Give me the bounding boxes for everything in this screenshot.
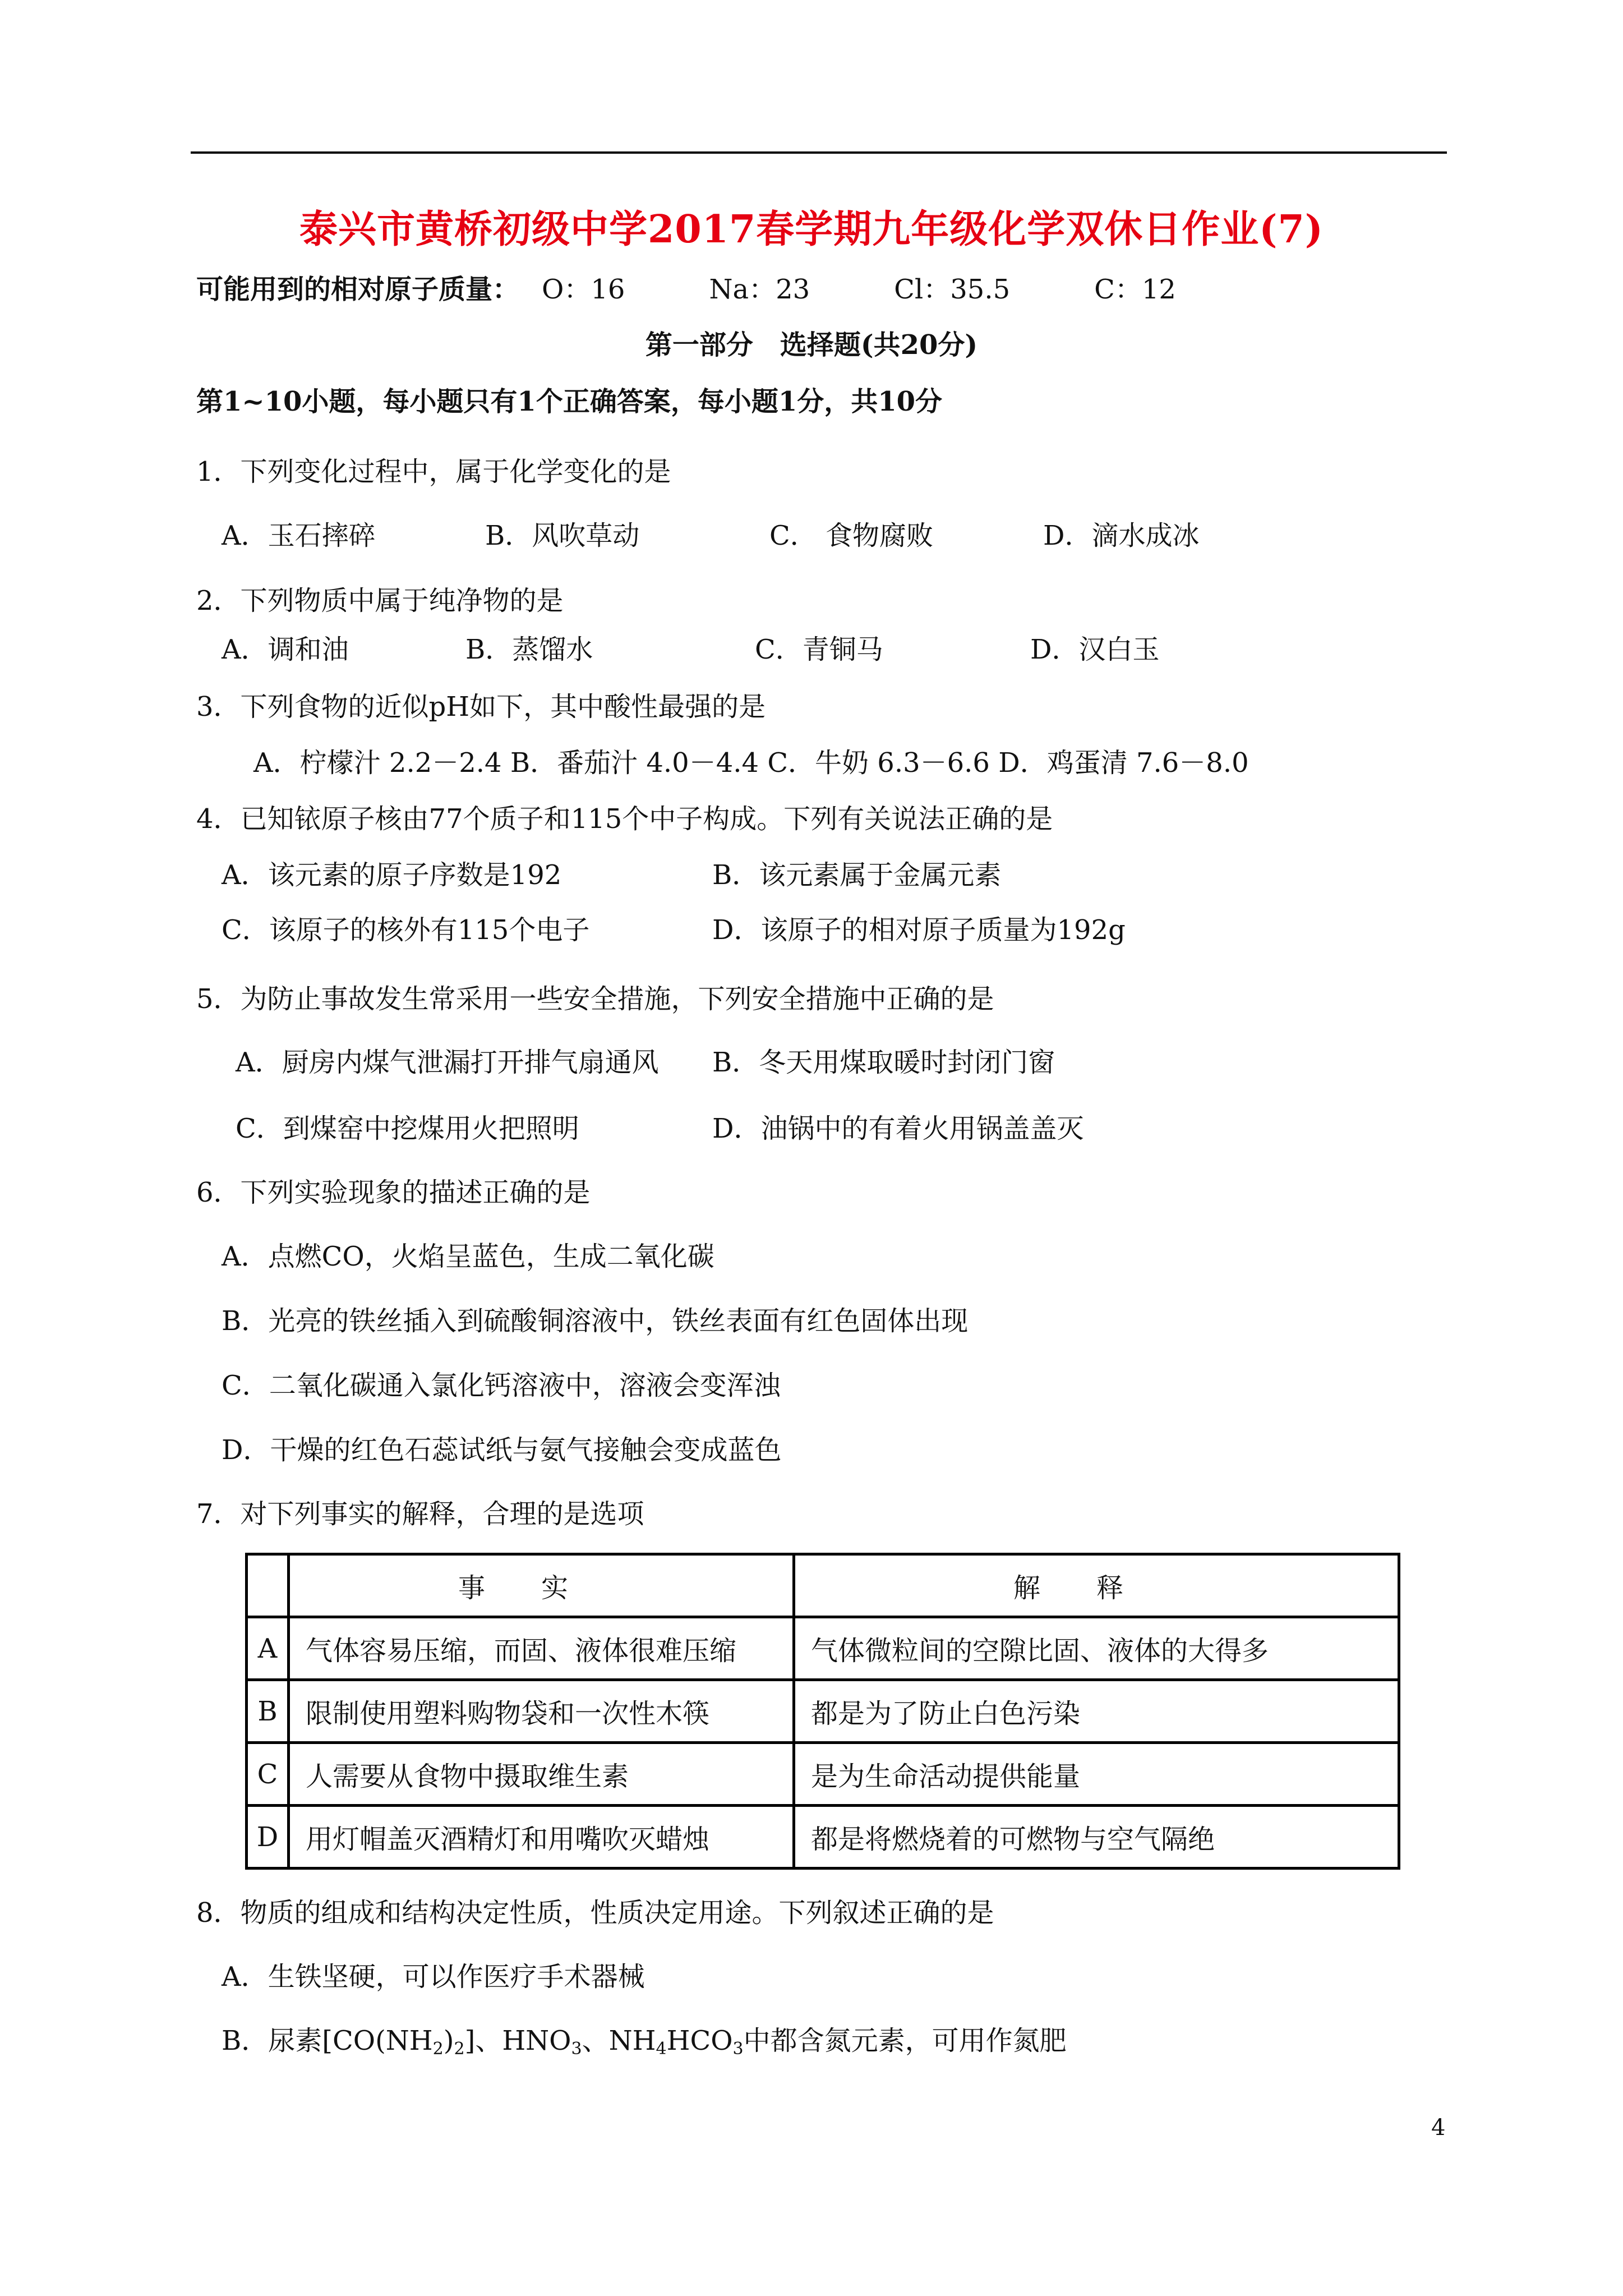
formula-text: 、NH bbox=[582, 2025, 656, 2056]
question-2-option-a: A．调和油 bbox=[222, 634, 349, 665]
table-row-explanation: 气体微粒间的空隙比固、液体的大得多 bbox=[794, 1617, 1399, 1680]
question-4-option-c: C．该原子的核外有115个电子 bbox=[222, 914, 590, 946]
mass-item: Cl：35.5 bbox=[894, 274, 1011, 305]
table-row bbox=[247, 1680, 1399, 1743]
question-2-option-d: D．汉白玉 bbox=[1030, 634, 1160, 665]
table-row-explanation: 都是为了防止白色污染 bbox=[794, 1680, 1399, 1743]
mass-item: O：16 bbox=[542, 274, 625, 305]
header-rule bbox=[191, 151, 1447, 154]
formula-text: ) bbox=[443, 2025, 454, 2056]
table-row-key: A bbox=[247, 1617, 289, 1680]
instruction: 第1~10小题，每小题只有1个正确答案，每小题1分，共10分 bbox=[196, 386, 943, 417]
table-row-key: C bbox=[247, 1743, 289, 1806]
page-number: 4 bbox=[1431, 2115, 1446, 2141]
formula-subscript: 2 bbox=[454, 2039, 465, 2059]
question-6-stem: 6．下列实验现象的描述正确的是 bbox=[196, 1177, 591, 1208]
table-row-fact: 人需要从食物中摄取维生素 bbox=[289, 1743, 794, 1806]
formula-text: 中都含氮元素，可用作氮肥 bbox=[743, 2025, 1067, 2056]
question-5-option-b: B．冬天用煤取暖时封闭门窗 bbox=[712, 1047, 1055, 1078]
table-row-key: B bbox=[247, 1680, 289, 1743]
question-5-stem: 5．为防止事故发生常采用一些安全措施，下列安全措施中正确的是 bbox=[196, 983, 994, 1015]
question-1-option-d: D．滴水成冰 bbox=[1043, 520, 1200, 551]
atomic-masses-label: 可能用到的相对原子质量： bbox=[196, 274, 520, 305]
question-1-option-b: B．风吹草动 bbox=[485, 520, 640, 551]
question-3-stem: 3．下列食物的近似pH如下，其中酸性最强的是 bbox=[196, 691, 766, 723]
formula-subscript: 4 bbox=[656, 2039, 667, 2059]
mass-item: C：12 bbox=[1094, 274, 1176, 305]
question-2-option-b: B．蒸馏水 bbox=[465, 634, 593, 665]
section-title: 第一部分 选择题(共20分) bbox=[645, 329, 978, 361]
question-6-option-a: A．点燃CO，火焰呈蓝色，生成二氧化碳 bbox=[222, 1241, 714, 1272]
question-5-option-c: C．到煤窑中挖煤用火把照明 bbox=[236, 1113, 579, 1144]
question-8-option-b bbox=[222, 2024, 1067, 2058]
table-row-explanation: 是为生命活动提供能量 bbox=[794, 1743, 1399, 1806]
formula-subscript: 3 bbox=[732, 2039, 744, 2059]
question-5-option-d: D．油锅中的有着火用锅盖盖灭 bbox=[712, 1113, 1084, 1144]
question-2-option-c: C．青铜马 bbox=[755, 634, 883, 665]
formula-text: HCO bbox=[666, 2025, 733, 2056]
table-header-explanation: 解释 bbox=[794, 1554, 1399, 1617]
facts-table bbox=[245, 1553, 1400, 1870]
question-4-option-b: B．该元素属于金属元素 bbox=[712, 859, 1002, 891]
question-4-stem: 4．已知铱原子核由77个质子和115个中子构成。下列有关说法正确的是 bbox=[196, 803, 1053, 835]
question-6-option-d: D．干燥的红色石蕊试纸与氨气接触会变成蓝色 bbox=[222, 1434, 782, 1466]
question-4-option-a: A．该元素的原子序数是192 bbox=[222, 859, 562, 891]
table-row bbox=[247, 1617, 1399, 1680]
question-4-option-d: D．该原子的相对原子质量为192g bbox=[712, 914, 1126, 946]
question-3-options: A．柠檬汁 2.2－2.4 B．番茄汁 4.0－4.4 C．牛奶 6.3－6.6 D．鸡蛋清 7.6－8.0 bbox=[253, 747, 1249, 779]
mass-item: Na：23 bbox=[709, 274, 810, 305]
question-6-option-b: B．光亮的铁丝插入到硫酸铜溶液中，铁丝表面有红色固体出现 bbox=[222, 1305, 969, 1337]
table-row-fact: 气体容易压缩，而固、液体很难压缩 bbox=[289, 1617, 794, 1680]
question-8-stem: 8．物质的组成和结构决定性质，性质决定用途。下列叙述正确的是 bbox=[196, 1897, 994, 1929]
table-header-row bbox=[247, 1554, 1399, 1617]
table-row-fact: 用灯帽盖灭酒精灯和用嘴吹灭蜡烛 bbox=[289, 1806, 794, 1869]
formula-text: ]、HNO bbox=[464, 2025, 571, 2056]
table-row-fact: 限制使用塑料购物袋和一次性木筷 bbox=[289, 1680, 794, 1743]
question-5-option-a: A．厨房内煤气泄漏打开排气扇通风 bbox=[236, 1047, 659, 1078]
question-1-option-a: A．玉石摔碎 bbox=[222, 520, 376, 551]
page-title: 泰兴市黄桥初级中学2017春学期九年级化学双休日作业(7) bbox=[299, 207, 1324, 252]
table-row-explanation: 都是将燃烧着的可燃物与空气隔绝 bbox=[794, 1806, 1399, 1869]
question-8-option-a: A．生铁坚硬，可以作医疗手术器械 bbox=[222, 1961, 645, 1993]
table-header-fact: 事实 bbox=[289, 1554, 794, 1617]
question-6-option-c: C．二氧化碳通入氯化钙溶液中，溶液会变浑浊 bbox=[222, 1370, 781, 1401]
question-1-stem: 1．下列变化过程中，属于化学变化的是 bbox=[196, 456, 671, 487]
formula-subscript: 2 bbox=[432, 2039, 444, 2059]
formula-text: B．尿素[CO(NH bbox=[222, 2025, 433, 2056]
table-row-key: D bbox=[247, 1806, 289, 1869]
question-1-option-c: C． 食物腐败 bbox=[769, 520, 933, 551]
table-header-key bbox=[247, 1554, 289, 1617]
formula-subscript: 3 bbox=[571, 2039, 582, 2059]
question-7-stem: 7．对下列事实的解释，合理的是选项 bbox=[196, 1498, 644, 1530]
question-2-stem: 2．下列物质中属于纯净物的是 bbox=[196, 585, 564, 616]
atomic-masses bbox=[196, 273, 1176, 306]
table-row bbox=[247, 1806, 1399, 1869]
table-row bbox=[247, 1743, 1399, 1806]
